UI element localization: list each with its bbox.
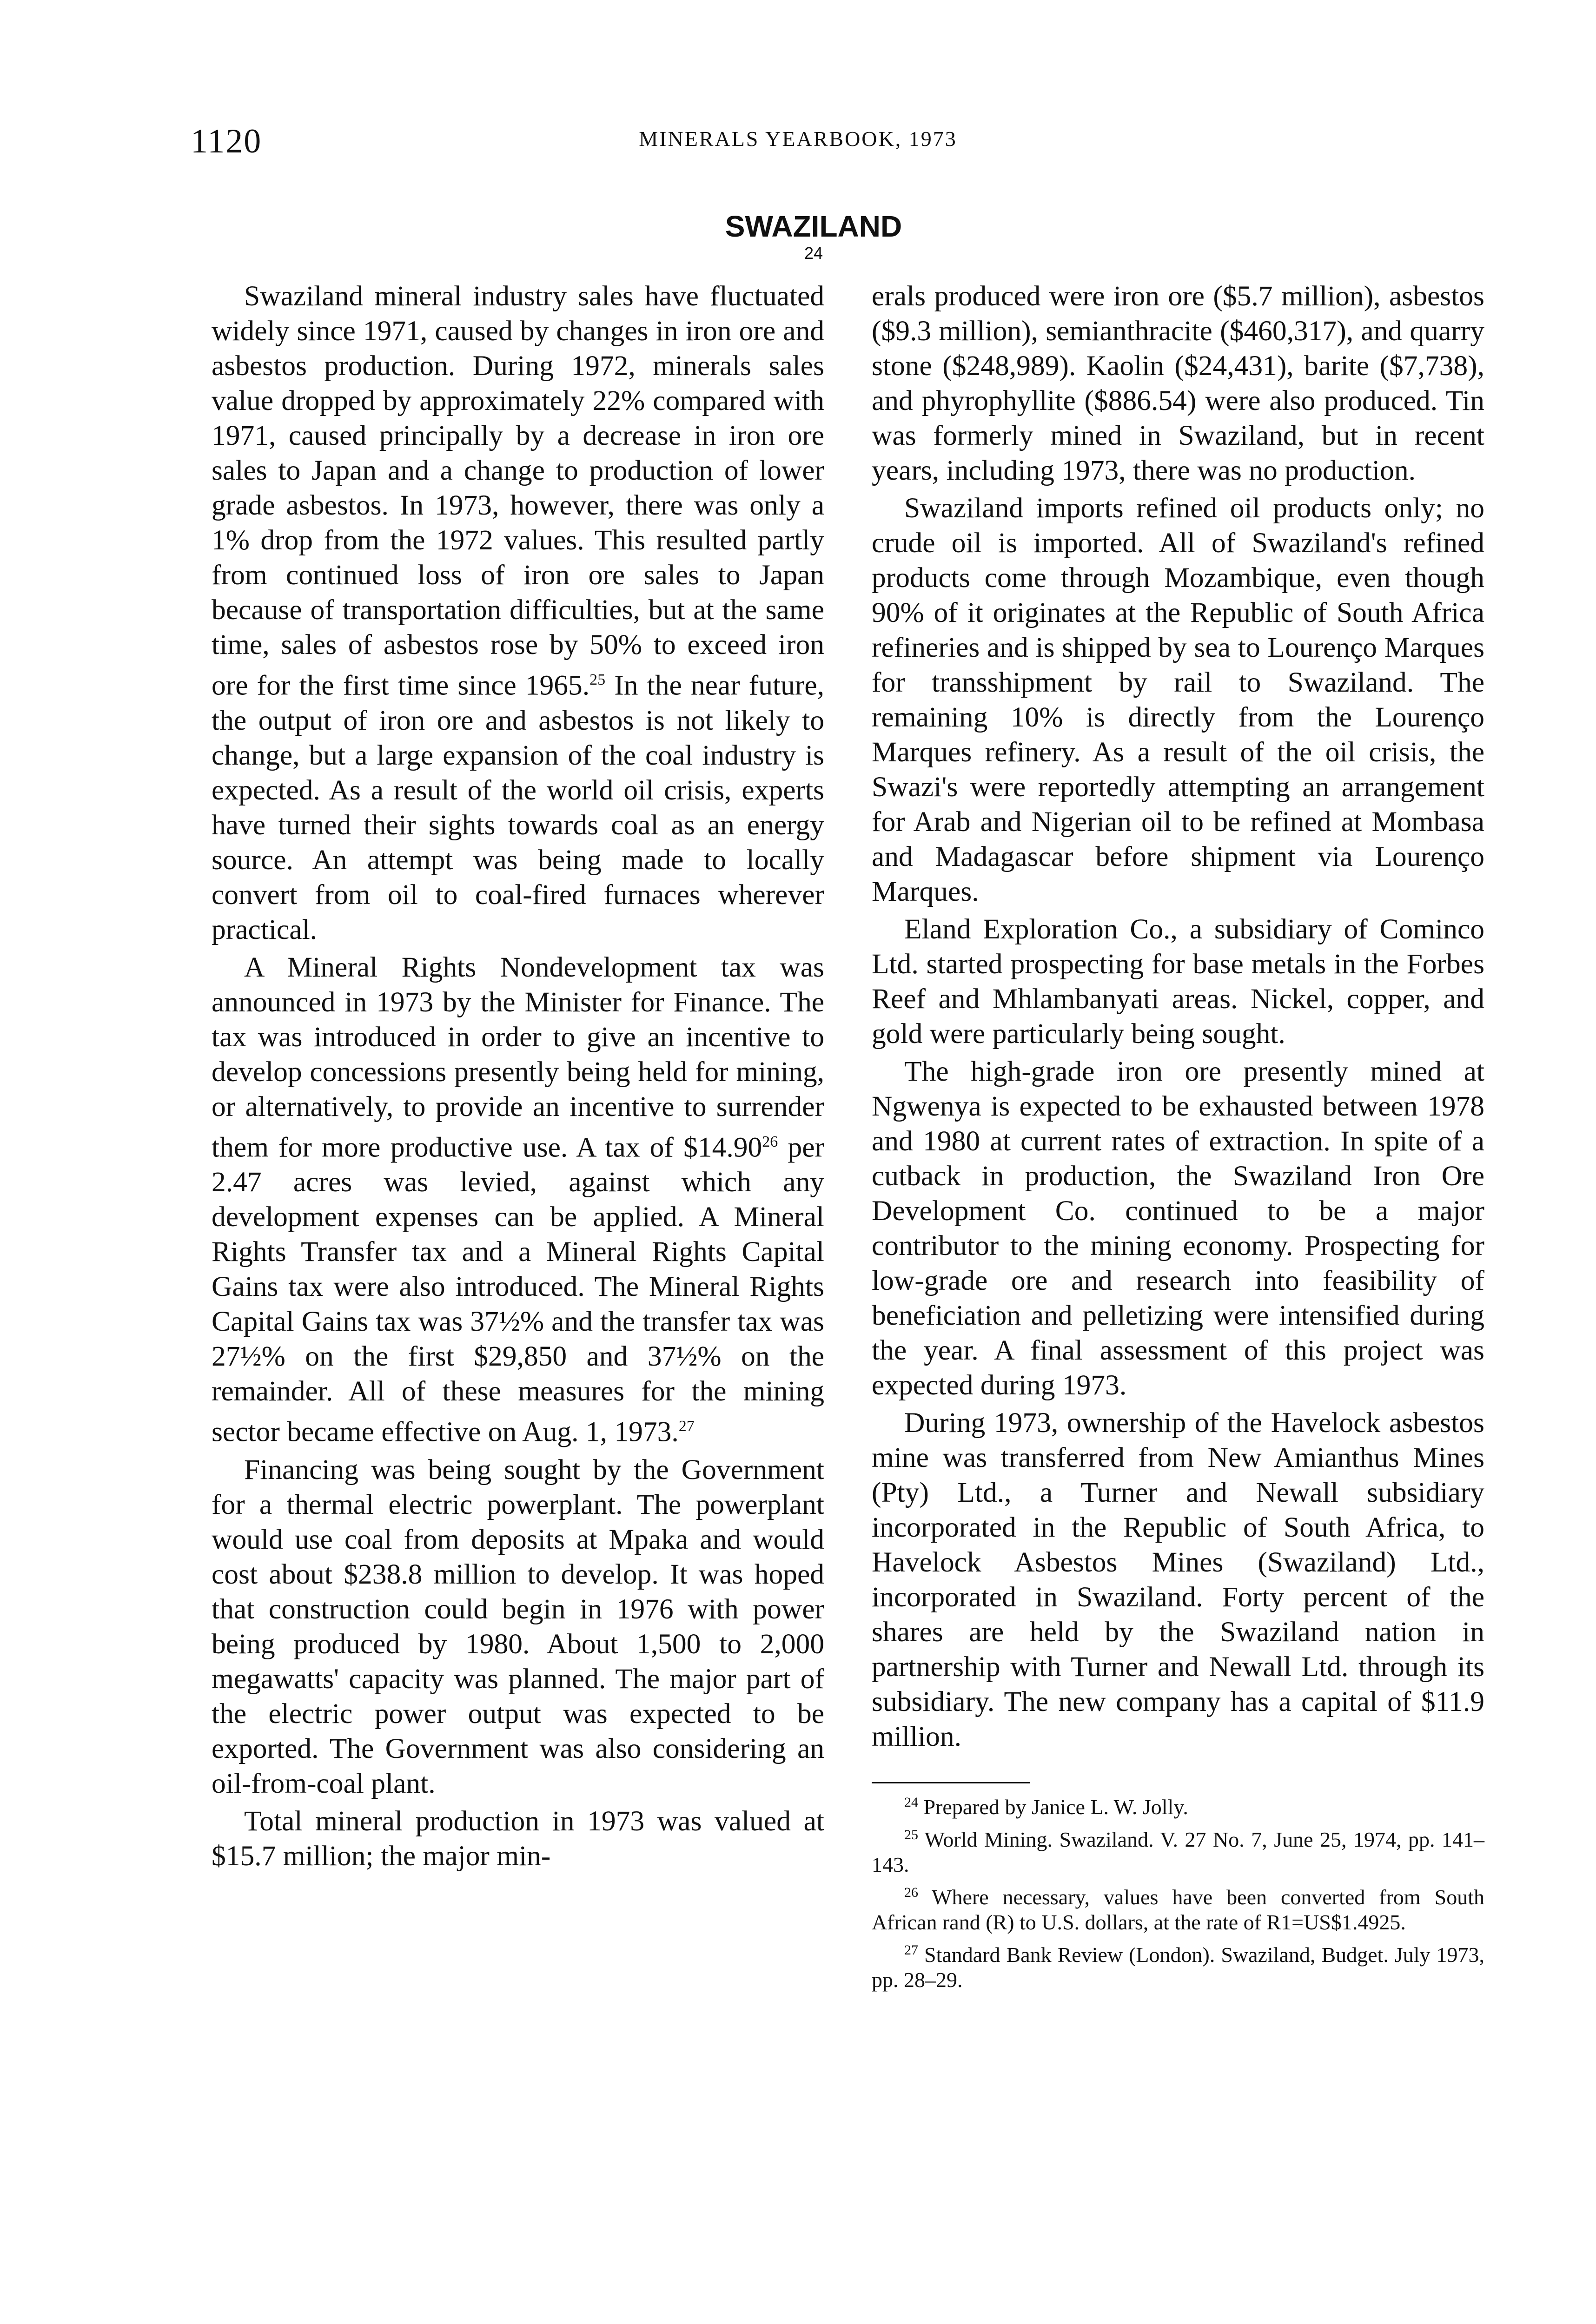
- page-header: [0, 122, 1596, 164]
- footnote-27: $^{27}$ Standard Bank Review (London). Swaziland, Budget. July 1973, pp. 28–29.: [872, 1942, 1484, 1992]
- footnote-25: $^{25}$ World Mining. Swaziland. V. 27 No. 7, June 25, 1974, pp. 141–143.: [872, 1827, 1485, 1876]
- paragraph-minerals-produced: erals produced were iron ore ($5.7 million), asbestos ($9.3 million), semianthracite ($460,317), and quarry stone ($248,989). Kaolin ($24,431), barite ($7,738), and phyrophyllite ($886.54) were also produced. Tin was formerly mined in Swaziland, but in recent years, including 1973, there was no production.: [872, 280, 1484, 486]
- right-column: [872, 279, 1484, 1995]
- paragraph-mineral-rights-tax: A Mineral Rights Nondevelopment tax was announced in 1973 by the Minister for Finance. The tax was introduced in order to give an incentive to develop concessions presently being held for mining, or alternatively, to provide an incentive to surrender them for more productive use. A tax of $14.90$^{26}$ per 2.47 acres was levied, against which any development expenses can be applied. A Mineral Rights Transfer tax and a Mineral Rights Capital Gains tax were also introduced. The Mineral Rights Capital Gains tax was 37½% and the transfer tax was 27½% on the first $29,850 and 37½% on the remainder. All of these measures for the mining sector became effective on Aug. 1, 1973.27: [212, 951, 824, 1448]
- footnotes-rule: [872, 1782, 1030, 1790]
- paragraph-total-production: Total mineral production in 1973 was valued at $15.7 million; the major min-: [212, 1805, 824, 1872]
- footnote-24: $^{24}$ Prepared by Janice L. W. Jolly.: [904, 1795, 1188, 1819]
- section-title-footnote-ref: 24: [804, 244, 823, 263]
- paragraph-eland-exploration: Eland Exploration Co., a subsidiary of Cominco Ltd. started prospecting for base metals in the Forbes Reef and Mhlambanyati areas. Nickel, copper, and gold were particularly being sought.: [872, 913, 1484, 1050]
- section-title: [716, 209, 911, 279]
- running-head: MINERALS YEARBOOK, 1973: [639, 127, 957, 151]
- section-title-text: SWAZILAND: [725, 210, 902, 243]
- footnote-ref-27: 27: [678, 1418, 695, 1435]
- paragraph-powerplant: Financing was being sought by the Government for a thermal electric powerplant. The powerplant would use coal from deposits at Mpaka and would cost about $238.8 million to develop. It was hoped that construction could begin in 1976 with power being produced by 1980. About 1,500 to 2,000 megawatts' capacity was planned. The major part of the electric power output was expected to be exported. The Government was also considering an oil-from-coal plant.: [212, 1453, 824, 1799]
- paragraph-oil-imports: Swaziland imports refined oil products only; no crude oil is imported. All of Swaziland's refined products come through Mozambique, even though 90% of it originates at the Republic of South Africa refineries and is shipped by sea to Lourenço Marques for transshipment by rail to Swaziland. The remaining 10% is directly from the Lourenço Marques refinery. As a result of the oil crisis, the Swazi's were reportedly attempting an arrangement for Arab and Nigerian oil to be refined at Mombasa and Madagascar before shipment via Lourenço Marques.: [872, 492, 1484, 907]
- left-column: [212, 279, 824, 1876]
- paragraph-havelock-mine: During 1973, ownership of the Havelock asbestos mine was transferred from New Amianthus Mines (Pty) Ltd., a Turner and Newall subsidiary incorporated in the Republic of South Africa, to Havelock Asbestos Mines (Swaziland) Ltd., incorporated in Swaziland. Forty percent of the shares are held by the Swaziland nation in partnership with Turner and Newall Ltd. through its subsidiary. The new company has a capital of $11.9 million.: [872, 1407, 1484, 1752]
- footnote-ref-25: 25: [589, 671, 606, 688]
- footnote-ref-26: 26: [762, 1133, 778, 1150]
- paragraph-mineral-sales: Swaziland mineral industry sales have fluctuated widely since 1971, caused by changes in iron ore and asbestos production. During 1972, minerals sales value dropped by approximately 22% compared with 1971, caused principally by a decrease in iron ore sales to Japan and a change to production of lower grade asbestos. In 1973, however, there was only a 1% drop from the 1972 values. This resulted partly from continued loss of iron ore sales to Japan because of transportation difficulties, but at the same time, sales of asbestos rose by 50% to exceed iron ore for the first time since 1965.25 In the near future, the output of iron ore and asbestos is not likely to change, but a large expansion of the coal industry is expected. As a result of the world oil crisis, experts have turned their sights towards coal as an energy source. An attempt was being made to locally convert from oil to coal-fired furnaces wherever practical.: [212, 280, 825, 945]
- paragraph-iron-ore: The high-grade iron ore presently mined at Ngwenya is expected to be exhausted between 1978 and 1980 at current rates of extraction. In spite of a cutback in production, the Swaziland Iron Ore Development Co. continued to be a major contributor to the mining economy. Prospecting for low-grade ore and research into feasibility of beneficiation and pelletizing were intensified during the year. A final assessment of this project was expected during 1973.: [872, 1056, 1484, 1401]
- footnote-26: $^{26}$ Where necessary, values have been converted from South African rand (R) to U.S. dollars, at the rate of R1=US$1.4925.: [872, 1885, 1484, 1934]
- footnotes: [872, 1790, 1484, 1993]
- page-number: 1120: [191, 122, 262, 160]
